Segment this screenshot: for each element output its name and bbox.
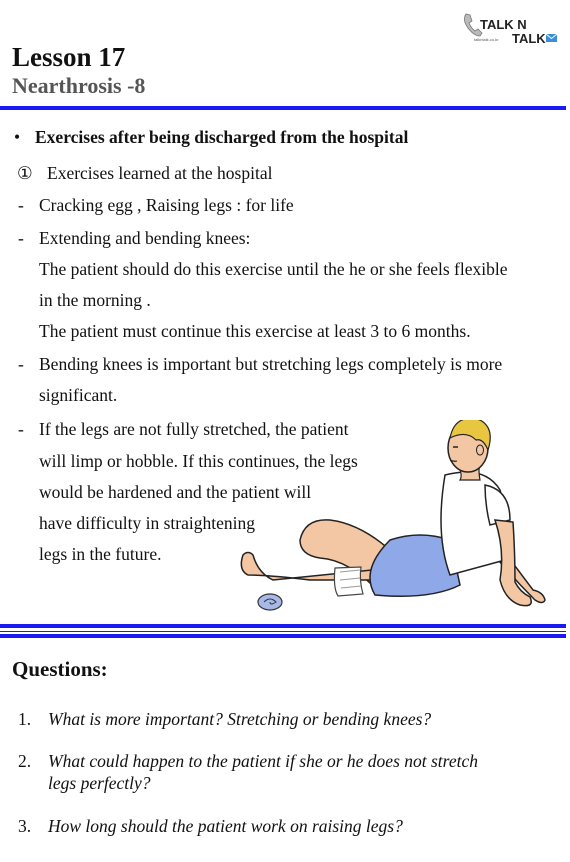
line-d5: legs in the future. — [39, 544, 162, 564]
page-title: Lesson 17 — [12, 42, 126, 72]
logo-line2: TALK — [512, 31, 546, 46]
line-a: Cracking egg , Raising legs : for life — [39, 195, 294, 215]
dash: - — [18, 195, 24, 215]
item1-text: Exercises learned at the hospital — [47, 163, 273, 183]
section-divider-top — [0, 624, 566, 628]
line-d4: have difficulty in straightening — [39, 513, 255, 533]
question-number: 3. — [18, 816, 32, 836]
line-b3: The patient must continue this exercise at least 3 to 6 months. — [39, 321, 471, 341]
exercise-illustration — [240, 420, 550, 615]
line-b1: The patient should do this exercise until the he or she feels flexible — [39, 259, 508, 279]
question-2: What could happen to the patient if she or he does not stretch — [48, 751, 478, 771]
line-c2: significant. — [39, 385, 118, 405]
talkntalk-logo — [460, 10, 560, 48]
section-heading: Exercises after being discharged from the hospital — [35, 127, 409, 147]
question-2-cont: legs perfectly? — [48, 773, 151, 793]
logo-small-text: talkntalk.co.kr — [474, 37, 499, 42]
questions-heading: Questions: — [12, 657, 108, 681]
question-1: What is more important? Stretching or bending knees? — [48, 709, 432, 729]
question-3: How long should the patient work on raising legs? — [48, 816, 403, 836]
logo-line1: TALK N — [480, 17, 527, 32]
section-divider-mid — [0, 631, 566, 632]
question-number: 1. — [18, 709, 32, 729]
dash: - — [18, 419, 24, 439]
dash: - — [18, 354, 24, 374]
line-b2: in the morning . — [39, 290, 151, 310]
line-b: Extending and bending knees: — [39, 228, 251, 248]
dash: - — [18, 228, 24, 248]
line-d3: would be hardened and the patient will — [39, 482, 312, 502]
question-number: 2. — [18, 751, 32, 771]
phone-icon — [460, 10, 560, 48]
bullet: • — [14, 127, 21, 147]
page-subtitle: Nearthrosis -8 — [12, 73, 146, 98]
line-d1: If the legs are not fully stretched, the patient — [39, 419, 349, 439]
line-c1: Bending knees is important but stretching legs completely is more — [39, 354, 503, 374]
item-marker: ① — [17, 163, 33, 183]
section-divider-bottom — [0, 634, 566, 638]
header-divider — [0, 106, 566, 110]
line-d2: will limp or hobble. If this continues, the legs — [39, 451, 358, 471]
